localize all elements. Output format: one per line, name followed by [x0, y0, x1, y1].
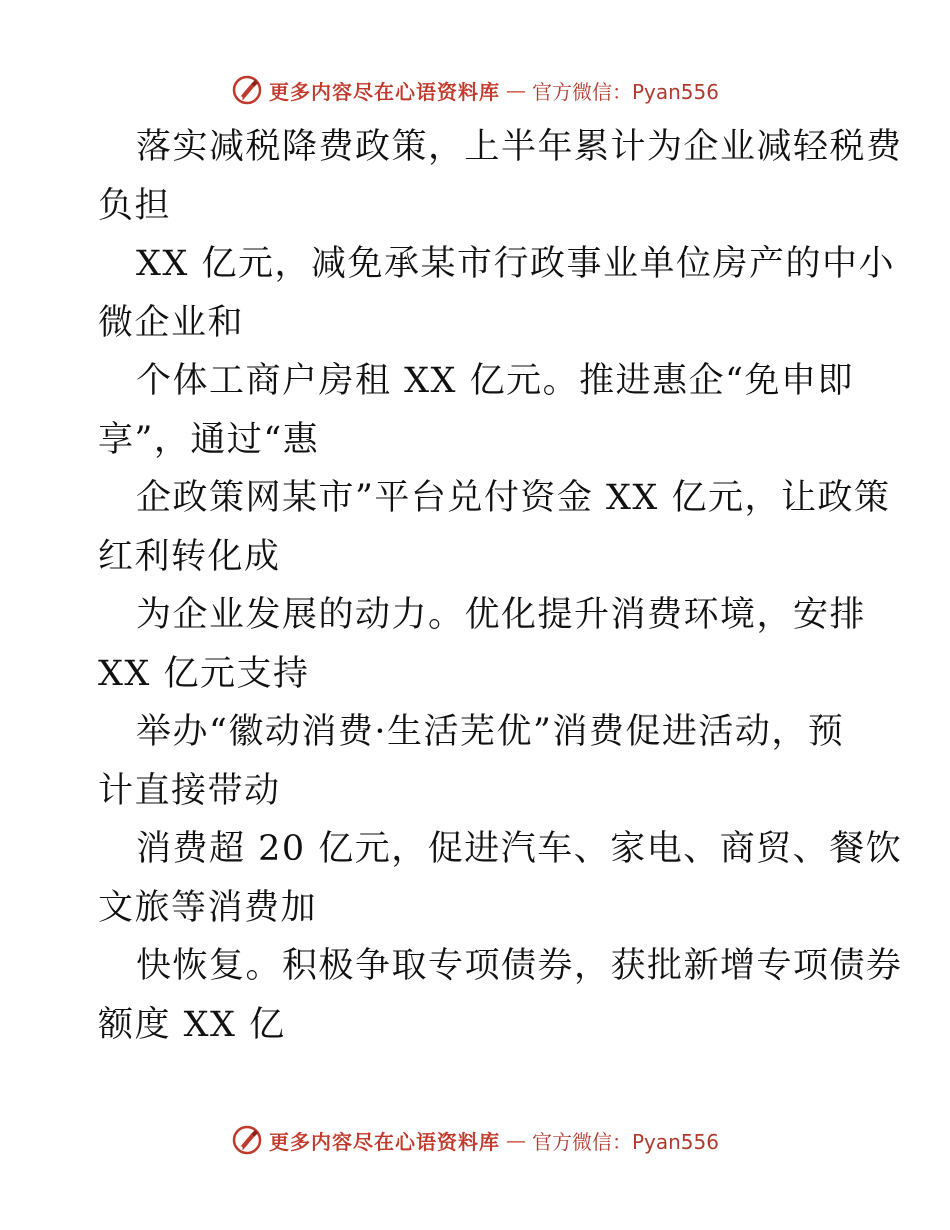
- body-line: XX 亿元，减免承某市行政事业单位房产的中小: [136, 244, 895, 284]
- footer-banner: [0, 1120, 950, 1160]
- body-line: 文旅等消费加: [98, 887, 318, 928]
- banner-main-text: 更多内容尽在心语资料库: [268, 1129, 500, 1154]
- body-line: 额度 XX 亿: [98, 1004, 286, 1045]
- document-body: [98, 118, 903, 1054]
- pen-logo-icon: [231, 74, 263, 106]
- body-line: 为企业发展的动力。优化提升消费环境，安排: [136, 595, 867, 635]
- body-line: 快恢复。积极争取专项债券，获批新增专项债券: [136, 946, 903, 986]
- header-banner: [0, 70, 950, 110]
- body-line: 落实减税降费政策，上半年累计为企业减轻税费: [136, 127, 903, 167]
- body-line: XX 亿元支持: [98, 653, 310, 694]
- banner-wechat-text: 官方微信：Pyan556: [531, 79, 719, 104]
- body-line: 举办“徽动消费·生活芜优”消费促进活动，预: [136, 712, 845, 752]
- body-line: 个体工商户房租 XX 亿元。推进惠企“免申即: [136, 361, 854, 401]
- body-line: 享”，通过“惠: [98, 419, 320, 460]
- body-line: 负担: [98, 185, 172, 226]
- body-line: 微企业和: [98, 302, 245, 343]
- body-line: 红利转化成: [98, 536, 281, 577]
- banner-wechat-text: 官方微信：Pyan556: [531, 1129, 719, 1154]
- body-line: 企政策网某市”平台兑付资金 XX 亿元，让政策: [136, 478, 891, 518]
- banner-separator: —: [505, 78, 526, 102]
- body-line: 消费超 20 亿元，促进汽车、家电、商贸、餐饮: [136, 829, 903, 869]
- pen-logo-icon: [231, 1124, 263, 1156]
- banner-separator: —: [505, 1128, 526, 1152]
- banner-main-text: 更多内容尽在心语资料库: [268, 79, 500, 104]
- body-line: 计直接带动: [98, 770, 281, 811]
